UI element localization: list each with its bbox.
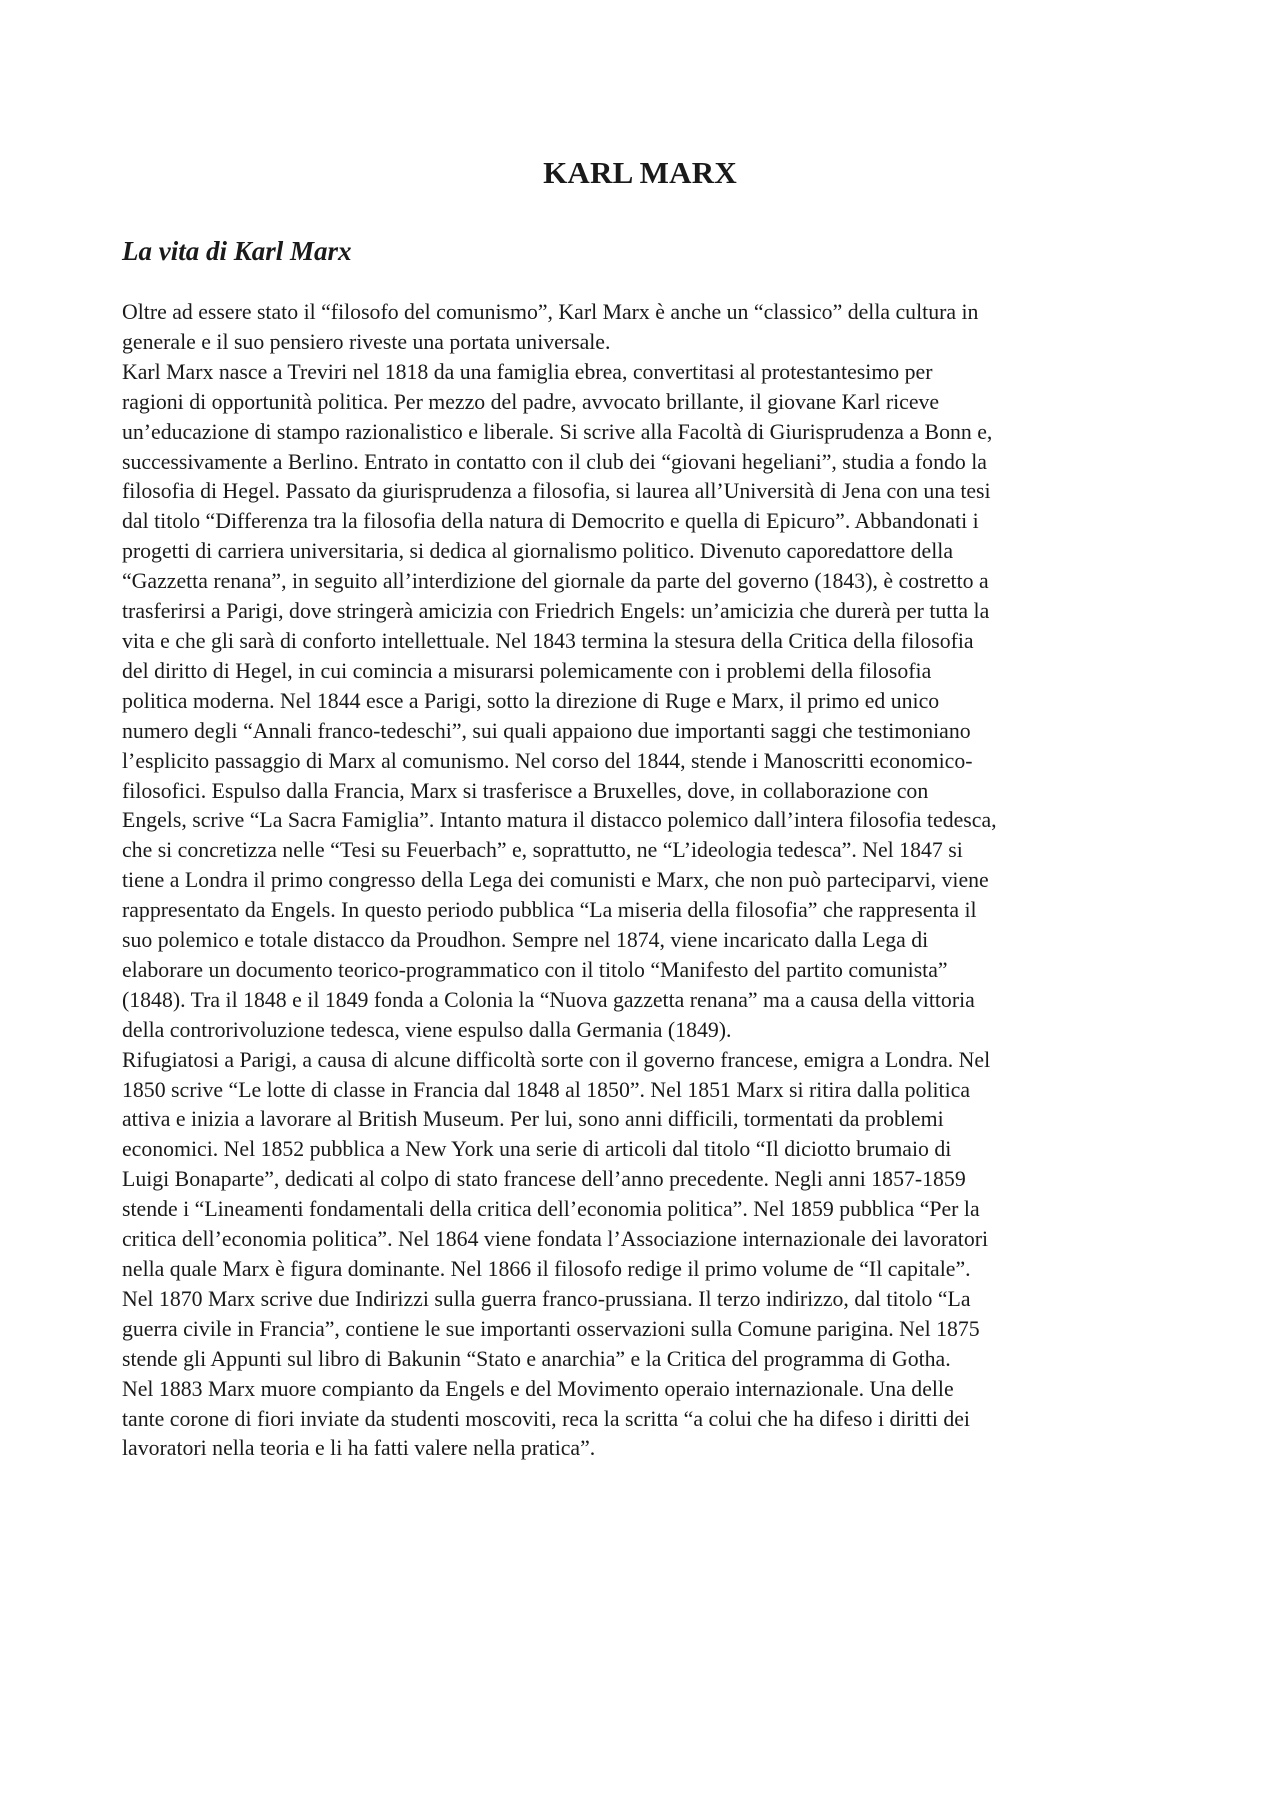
document-title: KARL MARX (543, 155, 737, 190)
text-line: stende gli Appunti sul libro di Bakunin “Stato e anarchia” e la Critica del programma di Gotha. (122, 1346, 951, 1371)
text-line: nella quale Marx è figura dominante. Nel 1866 il filosofo redige il primo volume de “Il capitale”. (122, 1257, 971, 1281)
text-line: generale e il suo pensiero riveste una portata universale. (122, 329, 611, 354)
text-line: lavoratori nella teoria e li ha fatti valere nella pratica”. (122, 1436, 596, 1461)
text-line: “Gazzetta renana”, in seguito all’interdizione del giornale da parte del governo (1843), è costretto a (122, 569, 989, 594)
text-line: vita e che gli sarà di conforto intellettuale. Nel 1843 termina la stesura della Critica della filosofia (122, 628, 974, 653)
text-line: filosofici. Espulso dalla Francia, Marx si trasferisce a Bruxelles, dove, in collaborazione con (122, 778, 929, 803)
text-line: elaborare un documento teorico-programmatico con il titolo “Manifesto del partito comunista” (122, 957, 948, 982)
text-line: 1850 scrive “Le lotte di classe in Francia dal 1848 al 1850”. Nel 1851 Marx si ritira dalla politica (122, 1077, 971, 1102)
text-line: trasferirsi a Parigi, dove stringerà amicizia con Friedrich Engels: un’amicizia che durerà per tutta la (122, 599, 990, 624)
text-line: che si concretizza nelle “Tesi su Feuerbach” e, soprattutto, ne “L’ideologia tedesca”. Nel 1847 si (122, 838, 963, 863)
text-line: Nel 1870 Marx scrive due Indirizzi sulla guerra franco-prussiana. Il terzo indirizzo, dal titolo “La (122, 1286, 971, 1311)
text-line: (1848). Tra il 1848 e il 1849 fonda a Colonia la “Nuova gazzetta renana” ma a causa della vittoria (122, 987, 975, 1012)
text-line: un’educazione di stampo razionalistico e liberale. Si scrive alla Facoltà di Giurisprudenza a Bonn e, (122, 419, 993, 444)
text-line: suo polemico e totale distacco da Proudhon. Sempre nel 1874, viene incaricato dalla Lega di (122, 928, 929, 953)
text-line: della controrivoluzione tedesca, viene espulso dalla Germania (1849). (122, 1017, 732, 1042)
text-line: tiene a Londra il primo congresso della Lega dei comunisti e Marx, che non può parteciparvi, viene (122, 868, 989, 893)
text-line: Engels, scrive “La Sacra Famiglia”. Intanto matura il distacco polemico dall’intera filosofia tedesca, (122, 808, 997, 833)
text-line: del diritto di Hegel, in cui comincia a misurarsi polemicamente con i problemi della filosofia (122, 658, 932, 683)
paragraph (122, 298, 1174, 358)
text-line: politica moderna. Nel 1844 esce a Parigi, sotto la direzione di Ruge e Marx, il primo ed unico (122, 688, 940, 713)
text-line: Luigi Bonaparte”, dedicati al colpo di stato francese dell’anno precedente. Negli anni 1857-1859 (122, 1167, 966, 1192)
paragraph (122, 358, 1174, 1046)
text-line: progetti di carriera universitaria, si dedica al giornalismo politico. Divenuto caporedattore della (122, 539, 954, 564)
text-line: numero degli “Annali franco-tedeschi”, sui quali appaiono due importanti saggi che testimoniano (122, 718, 971, 743)
text-line: tante corone di fiori inviate da studenti moscoviti, reca la scritta “a colui che ha difeso i diritti dei (122, 1406, 970, 1431)
text-line: dal titolo “Differenza tra la filosofia della natura di Democrito e quella di Epicuro”. Abbandonati i (122, 509, 979, 534)
text-line: guerra civile in Francia”, contiene le sue importanti osservazioni sulla Comune parigina. Nel 1875 (122, 1316, 980, 1341)
text-line: economici. Nel 1852 pubblica a New York una serie di articoli dal titolo “Il diciotto brumaio di (122, 1137, 952, 1162)
section-heading: La vita di Karl Marx (122, 236, 352, 266)
body-text (122, 298, 1174, 1464)
text-line: attiva e inizia a lavorare al British Museum. Per lui, sono anni difficili, tormentati da problemi (122, 1107, 944, 1132)
text-line: filosofia di Hegel. Passato da giurisprudenza a filosofia, si laurea all’Università di Jena con una tesi (122, 479, 991, 504)
text-line: rappresentato da Engels. In questo periodo pubblica “La miseria della filosofia” che rappresenta il (122, 898, 977, 923)
paragraph (122, 1046, 1174, 1465)
text-line: l’esplicito passaggio di Marx al comunismo. Nel corso del 1844, stende i Manoscritti economico- (122, 748, 973, 773)
text-line: ragioni di opportunità politica. Per mezzo del padre, avvocato brillante, il giovane Karl riceve (122, 389, 940, 414)
text-line: Karl Marx nasce a Treviri nel 1818 da una famiglia ebrea, convertitasi al protestantesimo per (122, 359, 933, 384)
text-line: Rifugiatosi a Parigi, a causa di alcune difficoltà sorte con il governo francese, emigra a Londra. Nel (122, 1047, 991, 1072)
text-line: successivamente a Berlino. Entrato in contatto con il club dei “giovani hegeliani”, studia a fondo la (122, 449, 987, 474)
text-line: Nel 1883 Marx muore compianto da Engels e del Movimento operaio internazionale. Una delle (122, 1376, 954, 1401)
text-line: critica dell’economia politica”. Nel 1864 viene fondata l’Associazione internazionale dei lavoratori (122, 1227, 989, 1252)
text-line: stende i “Lineamenti fondamentali della critica dell’economia politica”. Nel 1859 pubblica “Per la (122, 1197, 980, 1222)
text-line: Oltre ad essere stato il “filosofo del comunismo”, Karl Marx è anche un “classico” della cultura in (122, 300, 979, 324)
